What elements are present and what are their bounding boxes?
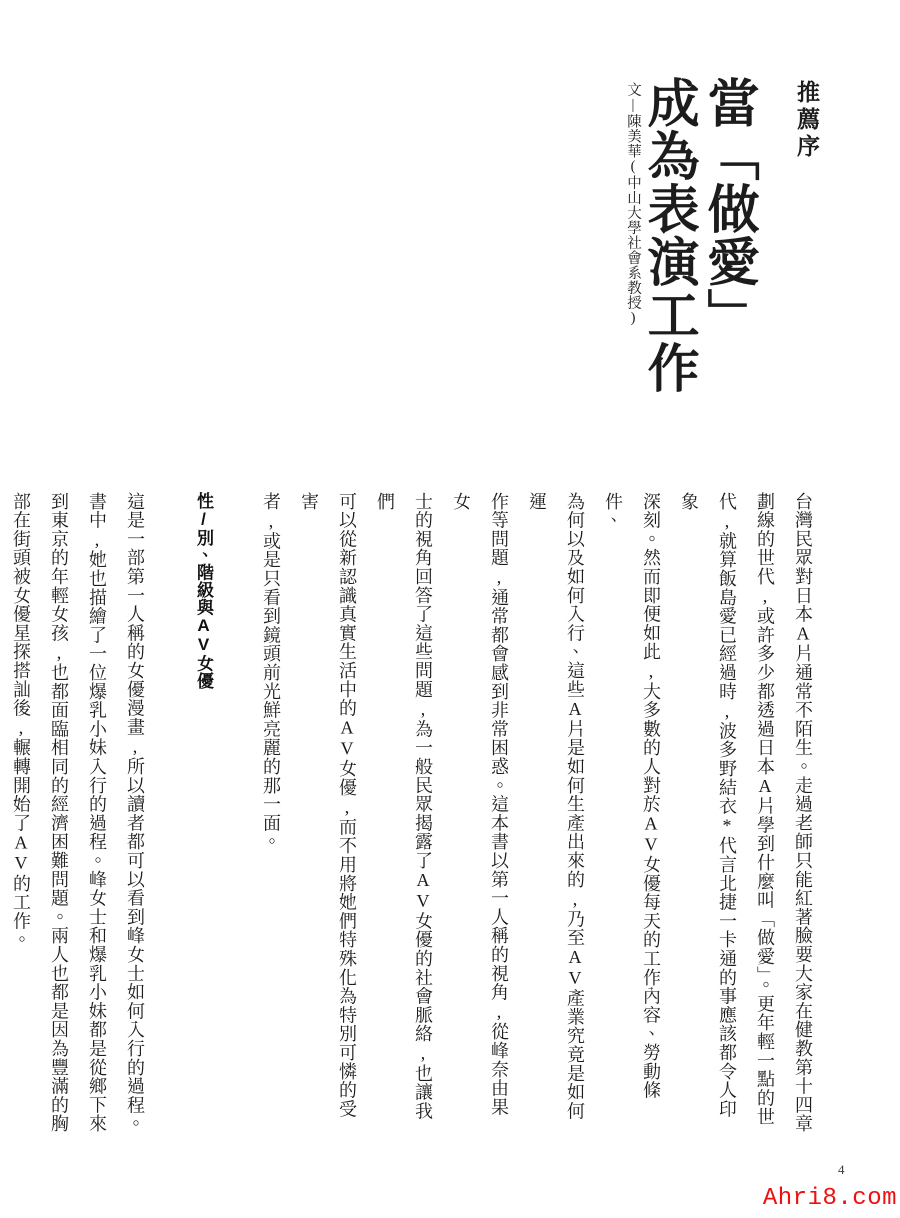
text-column: 深刻。然而即便如此,大多數的人對於AV女優每天的工作內容、勞動條件、: [603, 492, 661, 1100]
text-column: 書中,她也描繪了一位爆乳小妹入行的過程。峰女士和爆乳小妹都是從鄉下來: [87, 492, 107, 1134]
paragraph: [252, 492, 822, 1134]
watermark: Ahri8.com: [762, 1185, 897, 1212]
page-title: [637, 76, 757, 394]
text-column: 代,就算飯島愛已經過時,波多野結衣*代言北捷一卡通的事應該都令人印象: [679, 492, 737, 1119]
title-line: 當「做愛」: [699, 76, 757, 341]
section-heading: 性/別、階級與AV女優: [194, 492, 213, 690]
text-column: 這是一部第一人稱的女優漫畫,所以讀者都可以看到峰女士如何入行的過程。: [125, 492, 145, 1134]
text-column: 台灣民眾對日本A片通常不陌生。走過老師只能紅著臉要大家在健教第十四章: [793, 492, 813, 1134]
text-column: 可以從新認識真實生活中的AV女優,而不用將她們特殊化為特別可憐的受害: [299, 492, 357, 1119]
text-column: 者,或是只看到鏡頭前光鮮亮麗的那一面。: [261, 492, 281, 852]
byline: 文|陳美華(中山大學社會系教授): [625, 82, 641, 327]
paragraph: [2, 492, 154, 1134]
text-column: 作等問題,通常都會感到非常困惑。這本書以第一人稱的視角,從峰奈由果女: [451, 492, 509, 1117]
text-column: 士的視角回答了這些問題,為一般民眾揭露了AV女優的社會脈絡,也讓我們: [375, 492, 433, 1121]
text-column: 劃線的世代,或許多少都透過日本A片學到什麼叫「做愛」。更年輕一點的世: [755, 492, 775, 1127]
section-label: 推薦序: [794, 80, 819, 161]
title-line: 成為表演工作: [639, 76, 697, 394]
body-text: [0, 492, 822, 1134]
text-column: 部在街頭被女優星探搭訕後,輾轉開始了AV的工作。: [11, 492, 31, 950]
text-column: 為何以及如何入行、這些A片是如何生產出來的,乃至AV產業究竟是如何運: [527, 492, 585, 1121]
page-number: 4: [838, 1162, 845, 1177]
text-column: 到東京的年輕女孩,也都面臨相同的經濟困難問題。兩人也都是因為豐滿的胸: [49, 492, 69, 1134]
